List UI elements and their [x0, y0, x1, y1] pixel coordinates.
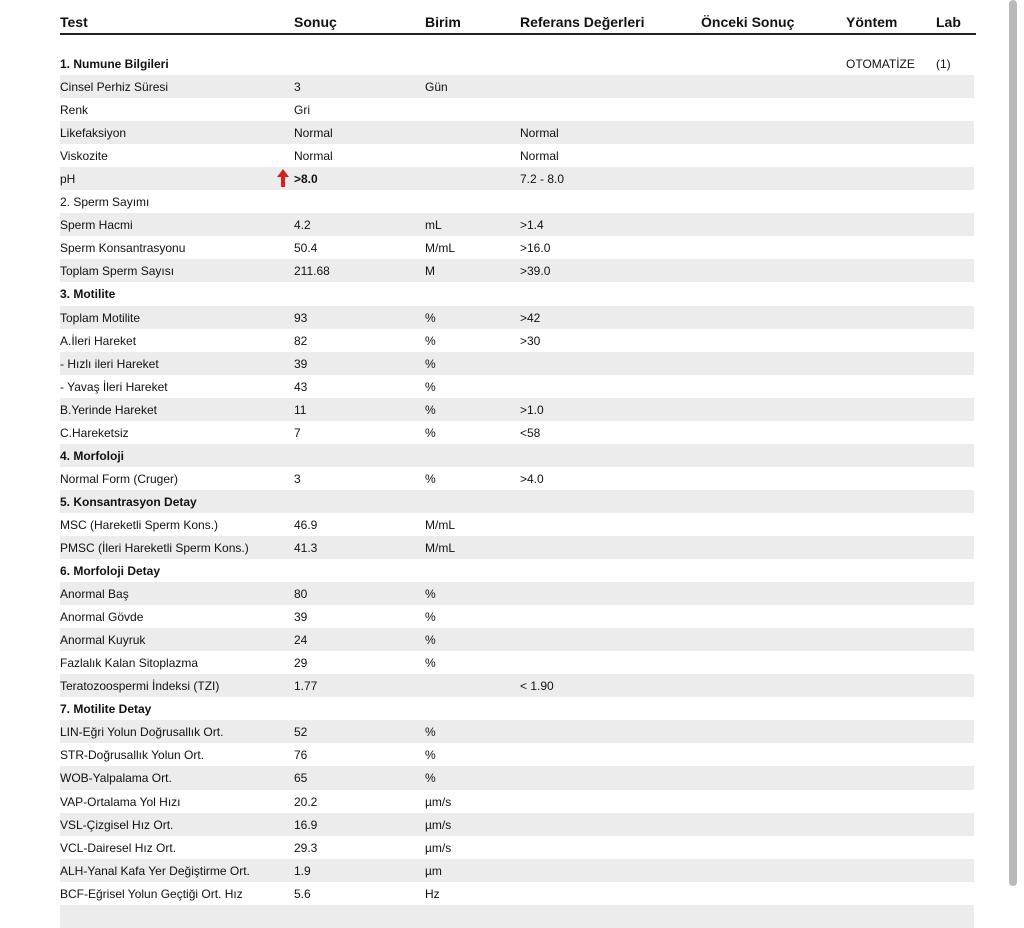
unit-value: %: [425, 633, 436, 648]
section-row: [60, 559, 974, 582]
table-row: [60, 628, 974, 651]
result-value: 29: [294, 656, 308, 671]
test-name: B.Yerinde Hareket: [60, 402, 157, 417]
reference-value: <58: [520, 425, 541, 440]
result-value: Gri: [294, 103, 310, 118]
table-row: [60, 467, 974, 490]
header-result: Sonuç: [294, 14, 337, 30]
table-row: [60, 513, 974, 536]
test-name: 5. Konsantrasyon Detay: [60, 494, 197, 509]
result-value: Normal: [294, 149, 333, 164]
table-row: [60, 213, 974, 236]
unit-value: %: [425, 425, 436, 440]
table-row: [60, 882, 974, 905]
table-row: [60, 121, 974, 144]
unit-value: %: [425, 748, 436, 763]
table-header: [60, 0, 976, 35]
test-name: 4. Morfoloji: [60, 448, 124, 463]
unit-value: M/mL: [425, 540, 455, 555]
test-name: A.İleri Hareket: [60, 333, 137, 348]
result-value: 29.3: [294, 840, 318, 855]
unit-value: M/mL: [425, 241, 455, 256]
result-value: 50.4: [294, 241, 318, 256]
table-row: [60, 813, 974, 836]
result-value: 1.77: [294, 679, 318, 694]
test-name: ALH-Yanal Kafa Yer Değiştirme Ort.: [60, 863, 250, 878]
section-row: [60, 444, 974, 467]
test-name: Sperm Konsantrasyonu: [60, 241, 186, 256]
unit-value: %: [425, 379, 436, 394]
unit-value: %: [425, 725, 436, 740]
table-row: [60, 651, 974, 674]
header-previous: Önceki Sonuç: [701, 14, 795, 30]
test-name: WOB-Yalpalama Ort.: [60, 771, 172, 786]
table-row: [60, 75, 974, 98]
section-row: [60, 697, 974, 720]
table-row: [60, 375, 974, 398]
test-name: Toplam Motilite: [60, 310, 141, 325]
test-name: Fazlalık Kalan Sitoplazma: [60, 656, 199, 671]
test-name: Teratozoospermi İndeksi (TZI): [60, 679, 220, 694]
table-row: [60, 859, 974, 882]
test-name: Anormal Gövde: [60, 610, 144, 625]
test-name: LIN-Eğri Yolun Doğrusallık Ort.: [60, 725, 224, 740]
results-table: [60, 52, 974, 928]
reference-value: 7.2 - 8.0: [520, 172, 565, 187]
reference-value: Normal: [520, 149, 559, 164]
reference-value: >1.4: [520, 218, 544, 233]
test-name: Viskozite: [60, 149, 108, 164]
header-unit: Birim: [425, 14, 461, 30]
header-method: Yöntem: [846, 14, 898, 30]
table-row: [60, 98, 974, 121]
reference-value: >39.0: [520, 264, 551, 279]
test-name: pH: [60, 172, 76, 187]
table-row: [60, 306, 974, 329]
result-value: 65: [294, 771, 308, 786]
table-row: [60, 790, 974, 813]
result-value: 3: [294, 80, 301, 95]
table-row: [60, 905, 974, 928]
table-row: [60, 352, 974, 375]
result-value: 52: [294, 725, 308, 740]
test-name: MSC (Hareketli Sperm Kons.): [60, 517, 219, 532]
unit-value: %: [425, 610, 436, 625]
reference-value: >16.0: [520, 241, 551, 256]
result-value: 5.6: [294, 886, 311, 901]
test-name: 2. Sperm Sayımı: [60, 195, 150, 210]
test-name: VAP-Ortalama Yol Hızı: [60, 794, 181, 809]
test-name: BCF-Eğrisel Yolun Geçtiği Ort. Hız: [60, 886, 243, 901]
test-name: - Yavaş İleri Hareket: [60, 379, 168, 394]
result-value: 43: [294, 379, 308, 394]
unit-value: µm: [425, 863, 442, 878]
result-value: Normal: [294, 126, 333, 141]
table-row: [60, 605, 974, 628]
table-row: [60, 720, 974, 743]
table-row: [60, 236, 974, 259]
result-value: 24: [294, 633, 308, 648]
result-value: 1.9: [294, 863, 311, 878]
unit-value: %: [425, 587, 436, 602]
result-value: 11: [294, 402, 307, 417]
table-row: [60, 421, 974, 444]
reference-value: >42: [520, 310, 541, 325]
unit-value: µm/s: [425, 817, 452, 832]
test-name: VSL-Çizgisel Hız Ort.: [60, 817, 174, 832]
test-name: Normal Form (Cruger): [60, 471, 179, 486]
test-name: Toplam Sperm Sayısı: [60, 264, 175, 279]
unit-value: mL: [425, 218, 442, 233]
result-value: 76: [294, 748, 308, 763]
result-value: 80: [294, 587, 308, 602]
result-value: 20.2: [294, 794, 318, 809]
lab-value: (1): [936, 57, 951, 71]
result-value: 41.3: [294, 540, 318, 555]
test-name: STR-Doğrusallık Yolun Ort.: [60, 748, 205, 763]
reference-value: >30: [520, 333, 541, 348]
table-row: [60, 582, 974, 605]
unit-value: %: [425, 356, 436, 371]
test-name: Sperm Hacmi: [60, 218, 133, 233]
header-test: Test: [60, 14, 88, 30]
table-row: [60, 144, 974, 167]
result-value: 16.9: [294, 817, 318, 832]
result-value: 39: [294, 356, 308, 371]
test-name: Cinsel Perhiz Süresi: [60, 80, 169, 95]
table-row: [60, 190, 974, 213]
reference-value: Normal: [520, 126, 559, 141]
header-reference: Referans Değerleri: [520, 14, 645, 30]
unit-value: µm/s: [425, 794, 452, 809]
unit-value: M: [425, 264, 435, 279]
unit-value: Gün: [425, 80, 448, 95]
method-value: OTOMATİZE: [846, 57, 915, 71]
table-row: [60, 536, 974, 559]
section-row: [60, 282, 974, 305]
table-row: [60, 766, 974, 789]
test-name: 3. Motilite: [60, 287, 116, 302]
result-value: 4.2: [294, 218, 311, 233]
test-name: Anormal Baş: [60, 587, 129, 602]
header-lab: Lab: [936, 14, 961, 30]
table-row: [60, 743, 974, 766]
test-name: Likefaksiyon: [60, 126, 127, 141]
test-name: 6. Morfoloji Detay: [60, 564, 161, 579]
result-value: 211.68: [294, 264, 330, 279]
table-row: [60, 836, 974, 859]
test-name: VCL-Dairesel Hız Ort.: [60, 840, 177, 855]
unit-value: %: [425, 402, 436, 417]
reference-value: >4.0: [520, 471, 544, 486]
test-name: 7. Motilite Detay: [60, 702, 152, 717]
reference-value: >1.0: [520, 402, 544, 417]
result-value: 7: [294, 425, 301, 440]
result-value: 93: [294, 310, 308, 325]
unit-value: %: [425, 771, 436, 786]
unit-value: %: [425, 310, 436, 325]
result-value: 3: [294, 471, 301, 486]
result-value: 39: [294, 610, 308, 625]
scrollbar[interactable]: [1009, 0, 1017, 886]
result-value: >8.0: [294, 172, 318, 187]
unit-value: µm/s: [425, 840, 452, 855]
unit-value: %: [425, 471, 436, 486]
test-name: - Hızlı ileri Hareket: [60, 356, 159, 371]
unit-value: %: [425, 656, 436, 671]
result-value: 82: [294, 333, 308, 348]
unit-value: %: [425, 333, 436, 348]
table-row: [60, 167, 974, 190]
table-row: [60, 398, 974, 421]
unit-value: M/mL: [425, 517, 455, 532]
test-name: Anormal Kuyruk: [60, 633, 146, 648]
reference-value: < 1.90: [520, 679, 554, 694]
section-row: [60, 490, 974, 513]
test-name: PMSC (İleri Hareketli Sperm Kons.): [60, 540, 249, 555]
section-row: [60, 52, 974, 75]
table-row: [60, 329, 974, 352]
table-row: [60, 674, 974, 697]
result-value: 46.9: [294, 517, 318, 532]
test-name: C.Hareketsiz: [60, 425, 129, 440]
unit-value: Hz: [425, 886, 440, 901]
table-row: [60, 259, 974, 282]
arrow-up-icon: [276, 168, 290, 188]
test-name: Renk: [60, 103, 89, 118]
test-name: 1. Numune Bilgileri: [60, 57, 169, 71]
